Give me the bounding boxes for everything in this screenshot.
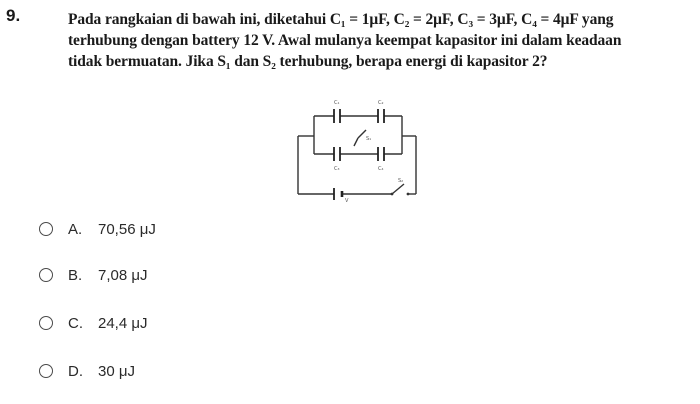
label-c2: C₂	[378, 100, 384, 106]
option-letter: C.	[68, 314, 83, 332]
option-letter: D.	[68, 362, 83, 380]
label-c4: C₄	[378, 166, 384, 172]
circuit-diagram	[290, 96, 420, 202]
option-value: 70,56 μJ	[98, 220, 156, 238]
option-value: 30 μJ	[98, 362, 135, 380]
radio-button[interactable]	[39, 268, 53, 282]
option-b[interactable]	[39, 262, 259, 288]
question-line-1: Pada rangkaian di bawah ini, diketahui C₁ = 1μF, C₂ = 2μF, C₃ = 3μF, C₄ = 4μF yang	[68, 11, 614, 28]
question-number: 9.	[6, 6, 21, 25]
option-d[interactable]	[39, 358, 259, 384]
option-a[interactable]	[39, 216, 259, 242]
radio-button[interactable]	[39, 222, 53, 236]
question-text	[68, 9, 688, 72]
option-c[interactable]	[39, 310, 259, 336]
label-s2: S₂	[398, 178, 404, 184]
option-value: 24,4 μJ	[98, 314, 148, 332]
option-letter: B.	[68, 266, 83, 284]
option-value: 7,08 μJ	[98, 266, 148, 284]
label-c1: C₁	[334, 100, 340, 106]
label-battery: V	[345, 198, 349, 202]
s2-switch	[392, 184, 404, 194]
label-s1: S₁	[366, 136, 372, 142]
label-c3: C₃	[334, 166, 340, 172]
option-letter: A.	[68, 220, 83, 238]
question-line-2: terhubung dengan battery 12 V. Awal mulanya keempat kapasitor ini dalam keadaan	[68, 32, 622, 49]
question-line-3: tidak bermuatan. Jika S₁ dan S₂ terhubung, berapa energi di kapasitor 2?	[68, 53, 548, 70]
radio-button[interactable]	[39, 316, 53, 330]
radio-button[interactable]	[39, 364, 53, 378]
